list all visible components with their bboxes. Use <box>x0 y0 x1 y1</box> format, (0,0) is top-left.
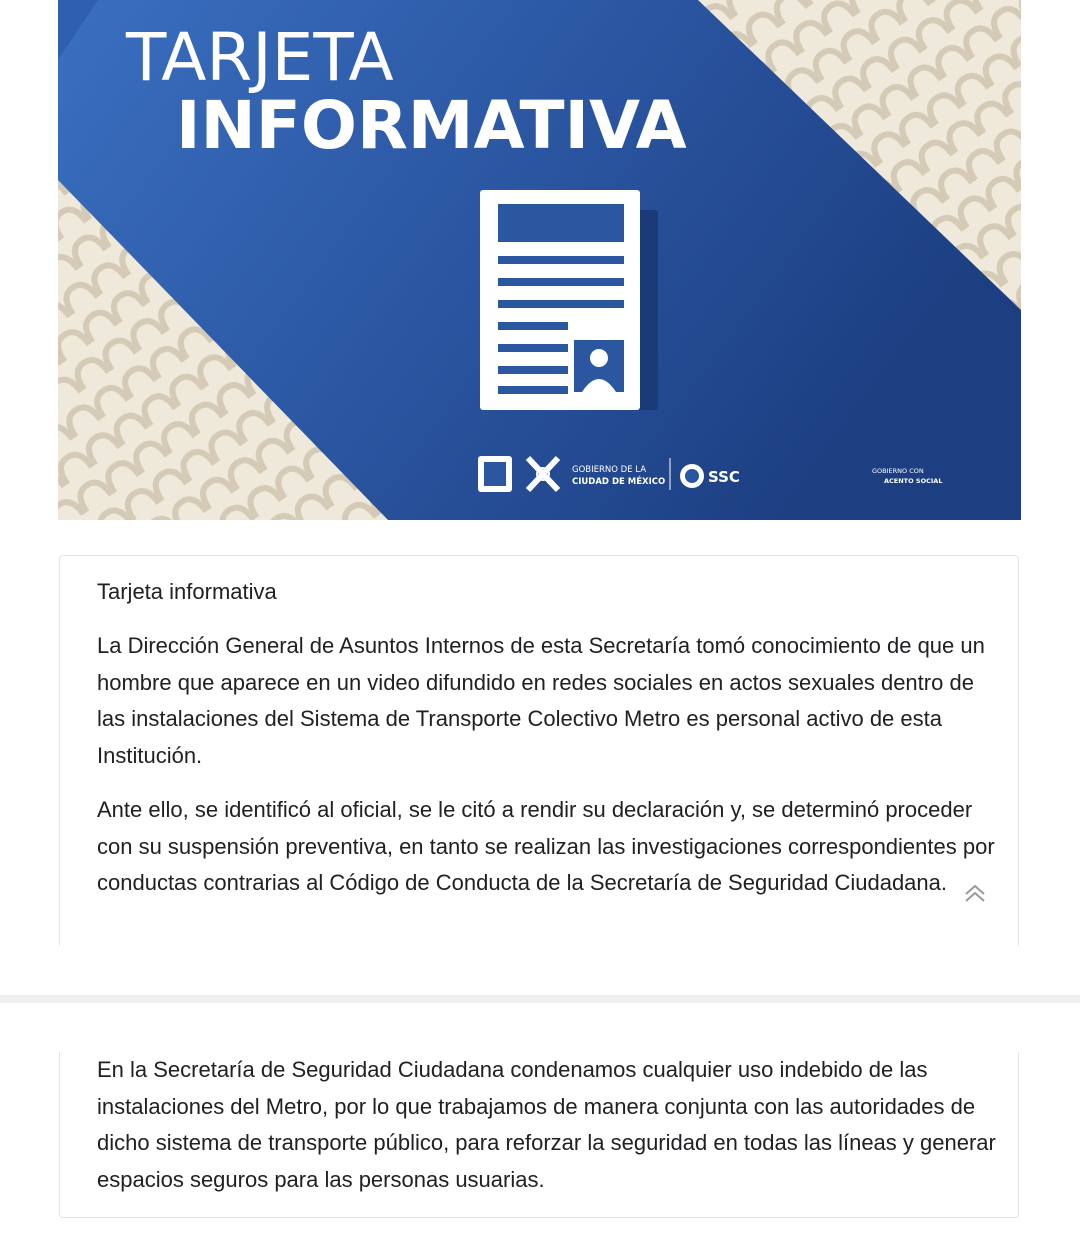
ssc-emblem-icon <box>680 464 704 488</box>
tagline-line1: GOBIERNO CON <box>872 467 924 475</box>
document-icon <box>480 190 658 410</box>
article-paragraph-2: Ante ello, se identificó al oficial, se le citó a rendir su declaración y, se determinó proceder con su suspensión preventiva, en tanto se realizan las investigaciones correspondientes por conductas contrarias al Código de Conducta de la Secretaría de Seguridad Ciudadana. <box>97 797 995 895</box>
article-paragraph-1: La Dirección General de Asuntos Internos de esta Secretaría tomó conocimiento de que un hombre que aparece en un video difundido en redes sociales en actos sexuales dentro de las instalaciones del Sistema de Transporte Colectivo Metro es personal activo de esta Institución. <box>97 633 985 768</box>
section-divider <box>0 995 1080 1003</box>
chevron-up-icon[interactable] <box>962 880 988 906</box>
article-title: Tarjeta informativa <box>97 579 277 604</box>
logo-gov-line1: GOBIERNO DE LA <box>572 465 647 475</box>
logo-ssc: SSC <box>708 468 740 486</box>
logo-gov-line2: CIUDAD DE MÉXICO <box>572 477 666 487</box>
article-card-continued <box>59 1052 1019 1218</box>
coat-of-arms-icon <box>478 456 512 492</box>
tagline-line2: ACENTO SOCIAL <box>884 477 943 485</box>
article-card <box>59 555 1019 946</box>
banner-title-line1: TARJETA <box>126 19 394 96</box>
banner-title-line2: INFORMATIVA <box>176 87 687 164</box>
banner-image <box>58 0 1021 520</box>
article-paragraph-3: En la Secretaría de Seguridad Ciudadana condenamos cualquier uso indebido de las instalaciones del Metro, por lo que trabajamos de manera conjunta con las autoridades de dicho sistema de transporte público, para reforzar la seguridad en todas las líneas y generar espacios seguros para las personas usuarias. <box>97 1057 996 1192</box>
